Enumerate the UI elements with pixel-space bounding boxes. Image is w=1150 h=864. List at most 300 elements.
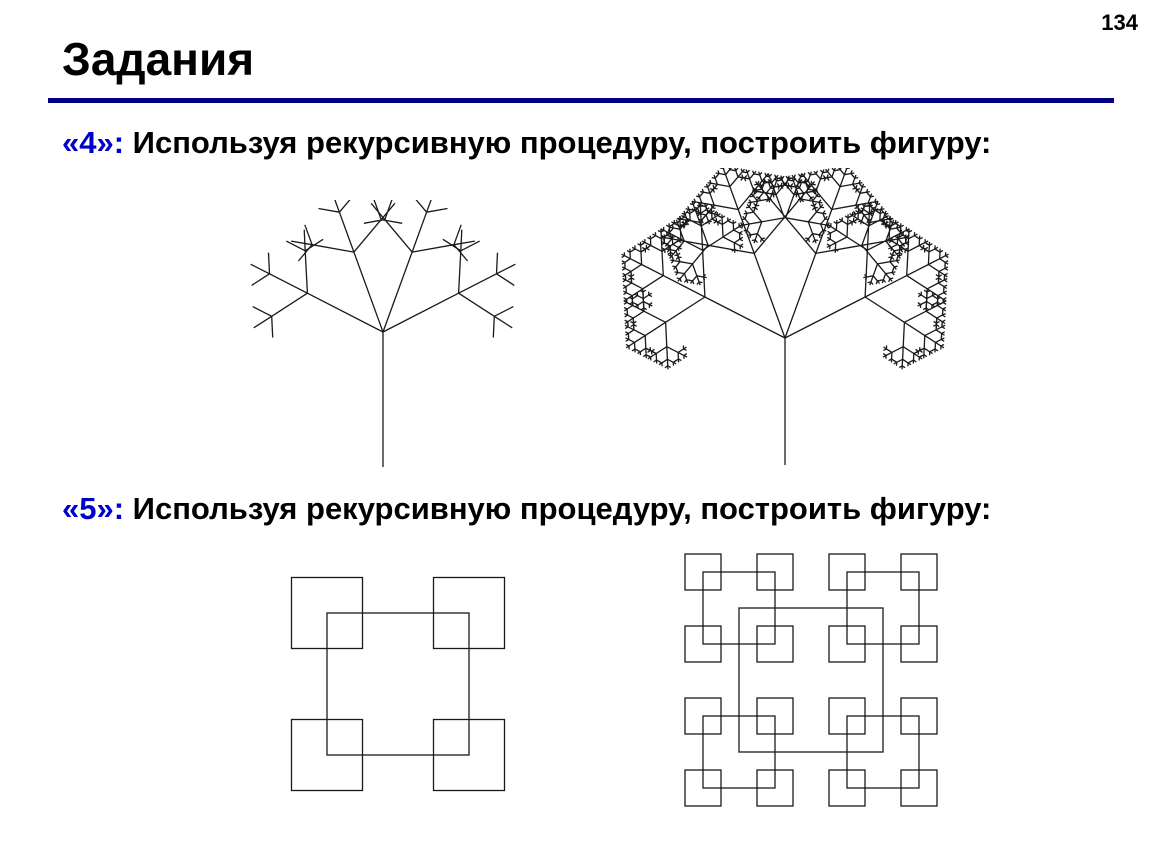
tree-branch [684,264,692,274]
tree-branch [734,239,740,243]
tree-branch [693,264,697,276]
tree-branch [926,311,937,318]
tree-branch [270,274,308,293]
tree-branch [254,316,272,328]
tree-branch [813,240,815,243]
page-title: Задания [62,33,255,85]
tree-branch [836,230,847,237]
tree-branch [798,199,801,200]
tree-branch [827,244,830,246]
tree-branch [937,306,943,310]
tree-branch [808,222,812,234]
tree-branch [840,175,844,187]
tree-branch [632,283,643,289]
tree-branch [633,311,644,318]
tree-branch [269,253,270,274]
title-divider [48,98,1114,103]
tree-branch [304,230,305,251]
fractal-tree-dense [610,168,970,473]
tree-branch [662,251,663,275]
tree-branch [717,184,730,186]
tree-branch [828,172,832,177]
tree-branch [747,170,749,173]
tree-branch [672,266,675,267]
task-4-heading [62,124,991,161]
tree-branch [927,296,933,299]
tree-branch [623,285,626,287]
tree-branch [667,359,673,362]
tree-branch [842,221,848,225]
tree-branch [251,264,270,274]
tree-branch [862,187,865,188]
tree-branch [938,280,944,283]
tree-branch [924,336,925,349]
tree-branch [723,230,734,237]
tree-branch [700,222,708,245]
tree-branch [374,200,381,220]
tree-branch [497,253,498,274]
tree-branch [927,302,933,306]
tree-branch [668,255,671,256]
tree-branch [892,347,903,353]
tree-branch [494,316,512,328]
tree-branch [722,221,728,225]
tree-branch [754,212,762,222]
tree-branch [883,274,885,280]
tree-branch [928,259,939,265]
tree-branch [758,181,759,184]
tree-branch [291,241,312,245]
tree-branch [734,227,740,231]
tree-branch [493,316,494,337]
tree-branch [703,250,705,297]
tree-branch [339,212,354,252]
tree-branch [638,296,644,299]
tree-branch [629,339,635,342]
tree-branch [750,174,754,179]
tree-branch [253,307,272,317]
tree-branch [840,184,853,186]
tree-branch [756,197,759,198]
tree-branch [940,256,946,259]
tree-branch [666,322,667,346]
tree-branch [676,262,680,267]
tree-branch [925,336,936,343]
tree-branch [804,173,805,176]
tree-branch [777,184,779,187]
tree-branch [938,293,944,296]
tree-branch [855,178,858,179]
tree-branch [757,234,761,239]
tree-branch [385,200,392,220]
tree-branch [459,274,497,293]
tree-branch [664,243,667,244]
tree-branch [677,278,680,279]
tree-branch [622,261,625,263]
tree-branch [757,222,761,234]
tree-branch [944,293,947,295]
tree-branch [643,302,649,305]
tree-branch [816,171,817,174]
tree-branch [710,193,714,205]
tree-branch [936,342,942,346]
tree-branch [794,175,795,178]
tree-branch [816,212,823,213]
tree-branch [252,274,270,286]
tree-branch [876,281,877,284]
tree-branch [684,349,687,351]
tree-branch [867,239,889,250]
square-fractal-simple [280,568,520,803]
tree-branch [745,219,749,224]
tree-branch [920,351,923,353]
tree-branch [892,255,895,256]
tree-branch [941,339,944,341]
tree-branch [684,274,686,280]
tree-branch [840,168,841,170]
tree-branch [886,274,890,279]
tree-branch [908,246,919,252]
tree-branch [871,196,874,197]
tree-branch [676,257,678,260]
tree-branch [693,276,697,281]
tree-branch [706,221,708,224]
tree-branch [710,189,713,190]
tree-branch [749,200,751,203]
tree-branch [836,237,847,243]
tree-branch [730,187,738,210]
tree-branch [461,230,462,251]
tree-branch [769,174,771,177]
tree-branch [889,246,892,248]
tree-branch [656,236,662,239]
tree-branch [856,193,860,205]
task-5-grade: «5»: [62,491,125,526]
tree-branch [634,330,645,336]
tree-branch [943,303,946,305]
tree-branch [890,262,894,267]
tree-branch [413,200,427,212]
tree-branch [680,274,684,279]
tree-branch [645,322,665,335]
tree-branch [640,348,646,352]
tree-branch [816,191,832,210]
tree-branch [673,244,679,247]
tree-branch [940,259,946,263]
tree-branch [832,177,840,187]
tree-branch [936,330,942,334]
tree-branch [740,239,743,241]
tree-branch [897,359,903,362]
tree-branch [903,322,904,346]
task-5-text: Используя рекурсивную процедуру, построить фигуру: [132,491,992,526]
tree-branch [723,168,725,169]
tree-branch [629,342,635,346]
tree-branch [680,262,693,264]
tree-branch [693,245,709,264]
tree-branch [684,280,686,283]
tree-branch [921,302,927,305]
tree-branch [412,245,454,252]
tree-branch [667,347,678,353]
tree-branch [626,344,629,346]
tree-branch [734,230,740,233]
tree-branch [886,352,892,355]
tree-branch [865,297,904,322]
tree-branch [901,250,903,253]
tree-branch [924,348,930,352]
tree-branch [412,212,427,252]
tree-branch [816,245,862,253]
task-4-text: Используя рекурсивную процедуру, построить фигуру: [132,125,992,160]
tree-branch [628,327,634,330]
tree-branch [849,220,852,222]
tree-branch [643,276,664,289]
tree-branch [925,330,936,336]
tree-branch [939,268,945,271]
tree-branch [631,265,642,272]
tree-branch [936,327,942,330]
tree-branch [749,222,761,224]
tree-branch [856,185,857,188]
tree-branch [873,264,877,276]
tree-branch [869,213,870,226]
tree-branch [892,244,898,247]
tree-branch [928,252,929,265]
tree-branch [354,220,381,253]
tree-branch [454,225,461,245]
tree-branch [427,200,434,212]
tree-branch [706,215,708,221]
tree-branch [903,347,904,360]
tree-branch [808,234,812,239]
tree-branch [873,276,877,281]
tree-branch [862,215,864,221]
tree-branch [760,172,762,175]
task-4-grade: «4»: [62,125,125,160]
tree-branch [812,184,815,185]
tree-branch [371,203,385,219]
tree-branch [800,188,804,193]
tree-branch [779,185,786,186]
tree-branch [808,212,816,222]
tree-branch [641,252,642,265]
tree-branch [832,187,840,210]
tree-branch [454,241,475,245]
tree-branch [312,245,354,252]
tree-branch [817,196,820,197]
tree-branch [726,175,730,187]
tree-branch [697,282,699,285]
tree-branch [643,289,644,302]
tree-branch [840,170,844,175]
tree-branch [883,354,886,356]
tree-branch [759,193,763,198]
tree-branch [680,225,683,226]
tree-branch [889,279,890,282]
tree-branch [814,203,816,206]
tree-branch [497,264,516,274]
tree-branch [272,293,308,316]
tree-branch [459,251,461,293]
tree-branch [828,231,831,233]
tree-branch [907,251,908,275]
tree-branch [886,273,893,274]
tree-branch [638,302,644,306]
tree-branch [907,276,928,289]
tree-branch [678,273,685,274]
tree-branch [385,220,412,253]
tree-branch [878,264,886,274]
tree-branch [663,276,705,297]
tree-branch [847,168,850,169]
tree-branch [909,236,915,239]
tree-branch [831,227,837,231]
tree-branch [622,273,625,275]
tree-branch [459,293,495,316]
tree-branch [726,170,730,175]
tree-branch [808,175,810,181]
tree-branch [752,207,755,208]
tree-branch [907,265,929,276]
tree-branch [744,230,747,231]
tree-branch [927,283,938,289]
tree-branch [747,212,754,213]
tree-branch [339,200,353,212]
tree-branch [666,297,705,322]
tree-branch [823,175,825,178]
tree-branch [305,225,312,245]
tree-branch [635,336,646,343]
tree-branch [624,298,627,300]
tree-branch [626,293,632,296]
tree-branch [886,349,892,353]
tree-branch [942,327,945,329]
tree-branch [929,249,935,252]
tree-branch [828,169,829,172]
tree-branch [868,282,871,283]
tree-branch [497,274,515,286]
tree-branch [662,359,668,363]
tree-branch [864,210,870,214]
tree-branch [628,318,634,322]
tree-branch [702,215,706,220]
tree-branch [630,259,641,265]
tree-branch [702,203,714,205]
tree-branch [305,251,307,293]
tree-branch [877,204,880,205]
tree-branch [892,241,898,245]
tree-branch [701,210,707,214]
tree-branch [945,268,948,270]
tree-branch [921,295,927,299]
tree-branch [903,359,909,363]
tree-branch [889,227,890,240]
tree-branch [625,256,631,259]
tree-branch [644,311,666,322]
tree-branch [826,177,833,178]
tree-branch [908,239,909,252]
tree-branch [494,307,513,317]
tree-branch [678,352,684,355]
tree-branch [808,222,820,224]
tree-branch [694,208,697,209]
tree-branch [645,336,646,349]
tree-branch [627,306,633,310]
tree-branch [443,239,461,251]
tree-branch [656,347,667,354]
tree-branch [944,280,947,282]
tree-branch [626,280,632,283]
tree-branch [805,238,808,239]
tree-branch [816,174,820,179]
tree-branch [624,308,627,310]
tree-branch [760,175,762,181]
tree-branch [926,299,927,312]
tree-branch [904,311,926,322]
tree-branch [750,179,754,191]
tree-branch [766,188,770,193]
tree-branch [319,209,340,213]
tree-branch [830,243,836,246]
square-fractal-dense [676,546,946,816]
tree-branch [708,245,754,253]
tree-branch [427,209,448,213]
fractal-square [327,613,469,755]
fractal-tree-simple [250,200,520,475]
tree-branch [847,224,848,237]
tree-branch [625,271,631,275]
tree-branch [939,271,945,275]
tree-branch [332,200,339,212]
tree-branch [904,322,924,335]
tree-branch [807,193,811,198]
tree-branch [832,171,834,177]
tree-branch [723,237,734,243]
tree-branch [364,220,385,224]
tree-branch [898,239,902,244]
tree-branch [734,243,740,246]
tree-branch [752,240,755,241]
tree-branch [946,256,949,258]
tree-branch [272,316,273,337]
tree-branch [786,195,794,218]
tree-branch [794,178,798,183]
tree-branch [730,177,738,187]
tree-branch [628,330,634,334]
tree-branch [897,261,899,264]
tree-branch [937,318,943,322]
tree-branch [892,273,894,276]
tree-branch [936,339,942,342]
tree-branch [853,211,855,214]
fractal-square [739,608,883,752]
tree-branch [865,250,867,297]
tree-branch [668,239,672,244]
tree-branch [642,265,664,276]
tree-branch [832,205,856,209]
tree-branch [643,295,649,299]
tree-branch [865,276,907,297]
tree-branch [722,224,723,237]
tree-branch [918,303,921,305]
tree-branch [625,259,631,263]
tree-branch [714,205,738,209]
tree-branch [635,249,641,252]
tree-branch [625,332,628,334]
tree-branch [649,295,652,297]
tree-branch [878,262,891,264]
